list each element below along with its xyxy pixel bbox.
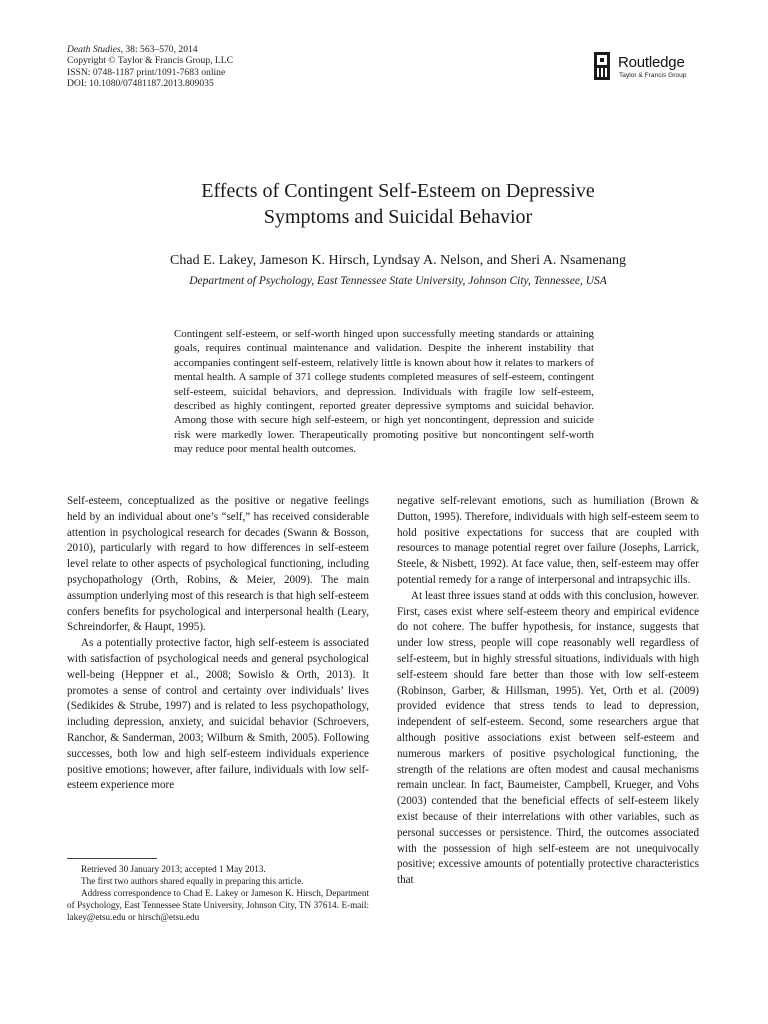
- body-column-left: [67, 494, 369, 794]
- paper-affiliation: Department of Psychology, East Tennessee State University, Johnson City, Tennessee, USA: [189, 275, 607, 287]
- paper-title-line-2: Symptoms and Suicidal Behavior: [263, 206, 533, 228]
- paper-authors: Chad E. Lakey, Jameson K. Hirsch, Lyndsay A. Nelson, and Sheri A. Nsamenang: [170, 253, 626, 268]
- body-paragraph: At least three issues stand at odds with this conclusion, however. First, cases exist where self-esteem theory and empirical evidence do not cohere. The buffer hypothesis, for instance, suggests that under low stress, people will cope reasonably well regardless of self-esteem, but in highly stressful situations, individuals with high self-esteem should fare better than those with low self-esteem (Robinson, Garber, & Hillsman, 1995). Yet, Orth et al. (2009) provided evidence that stress tends to lead to depression, independent of self-esteem. Second, some researchers argue that although positive associations exist between self-esteem and numerous markers of positive psychological functioning, the strength of the relations are often modest and causal mechanisms remain unclear. In fact, Baumeister, Campbell, Krueger, and Vohs (2003) contended that the beneficial effects of self-esteem likely exist because of their interrelations with other variables, such as personal successes or persistence. Third, the outcomes associated with the possession of high self-esteem are not unequivocally positive; excessive amounts of potentially protective characteristics that: [397, 589, 699, 887]
- footnote-equal-contribution: The first two authors shared equally in preparing this article.: [81, 876, 304, 887]
- journal-name: Death Studies: [67, 44, 121, 55]
- footnotes: [67, 863, 369, 923]
- paper-title-line-1: Effects of Contingent Self-Esteem on Depressive: [201, 180, 595, 202]
- body-paragraph: Self-esteem, conceptualized as the positive or negative feelings held by an individual about one’s “self,” has received considerable attention in psychological research for decades (Swann & Bosson, 2010), particularly with regard to how differences in self-esteem level relate to other aspects of psychological functioning, including psychopathology (Orth, Robins, & Meier, 2009). The main assumption underlying most of this research is that high self-esteem confers benefits for psychological and interpersonal health (Leary, Schreindorfer, & Haupt, 1995).: [67, 495, 369, 634]
- publisher-subtitle: Taylor & Francis Group: [619, 72, 687, 79]
- journal-info: [67, 44, 233, 90]
- publisher-brand: Routledge: [618, 54, 685, 71]
- journal-volume-pages: , 38: 563–570, 2014: [120, 44, 198, 55]
- paper-title: [70, 178, 726, 230]
- issn-line: ISSN: 0748-1187 print/1091-7683 online: [67, 66, 226, 78]
- body-paragraph: As a potentially protective factor, high self-esteem is associated with satisfaction of psychological needs and general psychological well-being (Heppner et al., 2008; Sowislo & Orth, 2013). It promotes a sense of control and certainty over individuals’ lives (Sedikides & Strube, 1997) and is related to less psychopathology, including depression, anxiety, and suicidal behavior (Schroevers, Ranchor, & Sanderman, 2003; Wilburn & Smith, 2005). Following successes, both low and high self-esteem individuals experience positive emotions; however, after failure, individuals with low self-esteem experience more: [67, 637, 369, 792]
- footnote-correspondence: Address correspondence to Chad E. Lakey or Jameson K. Hirsch, Department of Psychology, East Tennessee State University, Johnson City, TN 37614. E-mail: lakey@etsu.edu or hirsch@etsu.edu: [67, 888, 369, 923]
- copyright-line: Copyright © Taylor & Francis Group, LLC: [67, 55, 234, 67]
- publisher-logo: [594, 52, 704, 82]
- routledge-logo-mark-icon: [594, 52, 610, 80]
- footnote-received: Retrieved 30 January 2013; accepted 1 May 2013.: [81, 864, 266, 874]
- abstract: Contingent self-esteem, or self-worth hinged upon successfully meeting standards or attaining goals, requires continual maintenance and validation. Despite the inherent instability that accompanies contingent self-esteem, relatively little is known about how it relates to markers of mental health. A sample of 371 college students completed measures of self-esteem, contingent self-esteem, suicidal behaviors, and depression. Individuals with fragile low self-esteem, described as highly contingent, reported greater depressive symptoms and suicidal behavior. Among those with secure high self-esteem, or high yet noncontingent, depression and suicide risk were markedly lower. Therapeutically promoting positive but noncontingent self-worth may reduce poor mental health outcomes.: [174, 328, 594, 456]
- journal-citation-line: [67, 44, 233, 55]
- body-column-right: [397, 494, 699, 889]
- footnote-divider: [67, 858, 157, 859]
- doi-line: DOI: 10.1080/07481187.2013.809035: [67, 78, 214, 90]
- body-paragraph: negative self-relevant emotions, such as humiliation (Brown & Dutton, 1995). Therefore, individuals with high self-esteem seem to hold positive expectations for success that are coupled with resources to manage potential regret over failure (Josephs, Larrick, Steele, & Nisbett, 1992). At face value, then, self-esteem may offer potential remedy for a range of interpersonal and intrapsychic ills.: [397, 495, 699, 586]
